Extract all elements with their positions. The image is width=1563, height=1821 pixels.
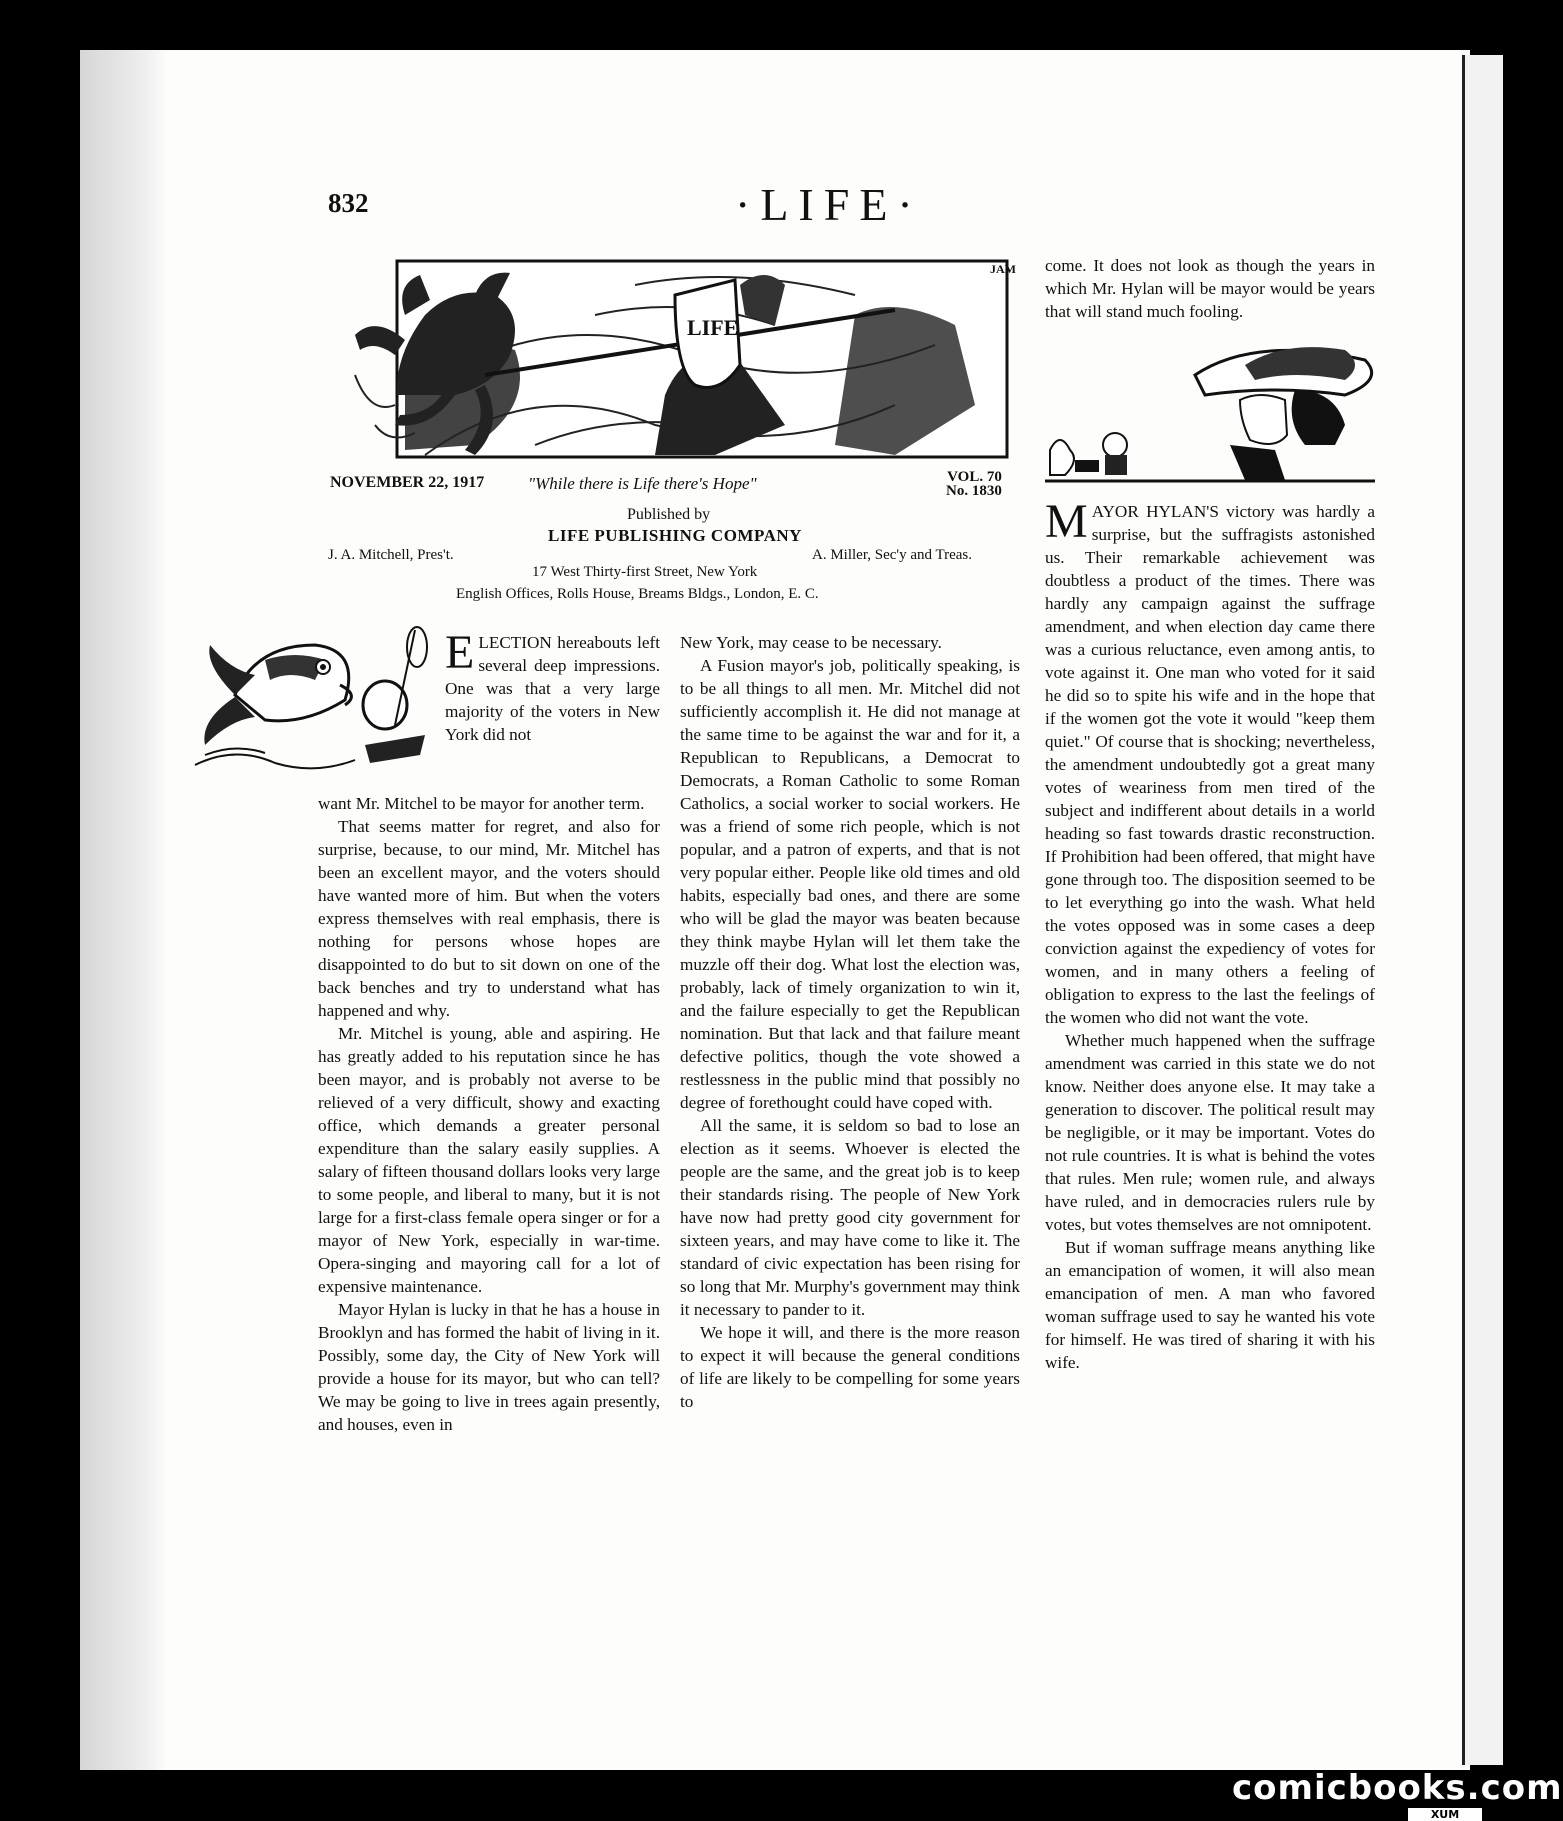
column-3 [1045, 495, 1375, 1374]
paragraph: Whether much happened when the suffrage amendment was carried in this state we do not know. Neither does anyone else. It may take a generation to discover. The political result may be negligible, or it may be important. Votes do not rule countries. It is what is behind the votes that rules. Men rule; women rule, and always have ruled, and in democracies rulers rule by votes, but votes themselves are not omnipotent. [1045, 1031, 1375, 1234]
next-page-edge [1462, 55, 1503, 1765]
suffragist-cartoon [1045, 335, 1380, 485]
illustration-signature: JAM [990, 262, 1016, 276]
paragraph: Mr. Mitchel is young, able and aspiring. He has greatly added to his reputation since he has been mayor, and is probably not averse to be relieved of a very difficult, showy and exacting office, which demands a greater personal expenditure than the salary easily supplies. A salary of fifteen thousand dollars looks very large to some people, and liberal to many, but it is not large for a first-class female opera singer or for a mayor of New York, especially in war-time. Opera-singing and mayoring call for a lot of expensive maintenance. [318, 1024, 660, 1296]
english-offices: English Offices, Rolls House, Breams Bldgs., London, E. C. [456, 586, 819, 602]
president: J. A. Mitchell, Pres't. [328, 547, 454, 563]
secretary: A. Miller, Sec'y and Treas. [812, 547, 973, 563]
watermark-badge-text: XUM [1430, 1808, 1460, 1821]
page-number: 832 [328, 188, 369, 218]
lead-text: AYOR HYLAN'S victory was hardly a surprise, but the suffragists astonished us. Their remarkable achievement was doubtless a product of the times. There was hardly any campaign against the suffrage amendment, and when election day came there was a curious reluctance, even among antis, to vote against it. One man who voted for it said he did so to spite his wife and in the hope that if the women got the vote it would "keep them quiet." Of course that is shocking; nevertheless, the amendment undoubtedly got a great many votes of weariness from men tired of the subject and indifferent about details in a world heading so fast towards drastic reconstruction. If Prohibition had been offered, that might have gone through too. The disposition seemed to be to let everything go into the wash. What held the votes opposed was in some cases a deep conviction against the expediency of votes for women, and in many others a feeling of obligation to express to the last the feelings of the women who did not want the vote. [1045, 502, 1375, 1027]
lead-text: LECTION hereabouts left several deep impressions. One was that a very large majority of the voters in New York did not [445, 633, 660, 744]
paragraph: want Mr. Mitchel to be mayor for another term. [318, 794, 645, 813]
paragraph: That seems matter for regret, and also for surprise, because, to our mind, Mr. Mitchel has been an excellent mayor, and the voters should have wanted more of him. But when the voters express themselves with real emphasis, there is nothing for persons whose hopes are disappointed to do but to sit down on one of the back benches and try to understand what has happened and why. [318, 817, 660, 1020]
issue-number: No. 1830 [946, 483, 1002, 499]
paragraph: But if woman suffrage means anything like an emancipation of women, it will also mean emancipation of men. A man who favored woman suffrage used to say he wanted his vote for himself. He was tired of sharing it with his wife. [1045, 1238, 1375, 1372]
paragraph-lead [1045, 495, 1375, 1029]
paragraph: We hope it will, and there is the more reason to expect it will because the general conditions of life are likely to be compelling for some years to [680, 1323, 1020, 1411]
column-1-lower [318, 792, 660, 1436]
publisher-address: 17 West Thirty-first Street, New York [532, 564, 758, 580]
paragraph: Mayor Hylan is lucky in that he has a house in Brooklyn and has formed the habit of living in it. Possibly, some day, the City of New York will provide a house for its mayor, but who can tell? We may be going to live in trees again presently, and houses, even in [318, 1300, 660, 1434]
column-3-top [1045, 254, 1375, 323]
drop-cap-m: M [1045, 495, 1088, 548]
masthead-title: ·LIFE· [735, 179, 923, 230]
paragraph: New York, may cease to be necessary. [680, 633, 942, 652]
paragraph-lead [445, 626, 660, 746]
page-gutter-shadow [80, 50, 168, 1770]
paragraph: come. It does not look as though the years in which Mr. Hylan will be mayor would be years that will stand much fooling. [1045, 256, 1375, 321]
paragraph: A Fusion mayor's job, politically speaking, is to be all things to all men. Mr. Mitchel did not sufficiently accomplish it. He did not manage at the same time to be against the war and for it, a Republican to Republicans, a Democrat to Democrats, a Roman Catholic to some Roman Catholics, a social worker to social workers. He was a friend of some rich people, which is not popular, and a patron of experts, and that is not very popular either. People like old times and old habits, especially bad ones, and there are some who will be glad the mayor was beaten because they think maybe Hylan will let them take the muzzle off their dog. What lost the election was, probably, lack of timely organization to win it, and the failure especially to get the Republican nomination. But that lack and that failure meant defective politics, though the vote showed a restlessness in the public mind that possibly no degree of forethought could have coped with. [680, 656, 1020, 1112]
drop-cap-e: E [445, 626, 475, 679]
volume: VOL. 70 [947, 469, 1002, 485]
svg-text:LIFE: LIFE [687, 315, 739, 340]
publisher-name: LIFE PUBLISHING COMPANY [548, 526, 802, 545]
column-2 [680, 631, 1020, 1413]
header-illustration [335, 255, 1025, 465]
volume-number [946, 470, 1002, 498]
watermark-logo: comicbooks.com [1232, 1768, 1563, 1808]
published-by: Published by [627, 506, 711, 523]
motto: "While there is Life there's Hope" [528, 474, 757, 493]
issue-date: NOVEMBER 22, 1917 [330, 474, 485, 491]
watermark-badge [1408, 1808, 1482, 1821]
paragraph: All the same, it is seldom so bad to lose an election as it seems. Whoever is elected the people are the same, and the great job is to keep their standards rising. The people of New York have now had pretty good city government for sixteen years, and may have come to like it. The standard of civic expectation has been rising for so long that Mr. Murphy's government may think it necessary to pander to it. [680, 1116, 1020, 1319]
column-1 [445, 626, 660, 746]
fish-cartoon [195, 625, 450, 775]
